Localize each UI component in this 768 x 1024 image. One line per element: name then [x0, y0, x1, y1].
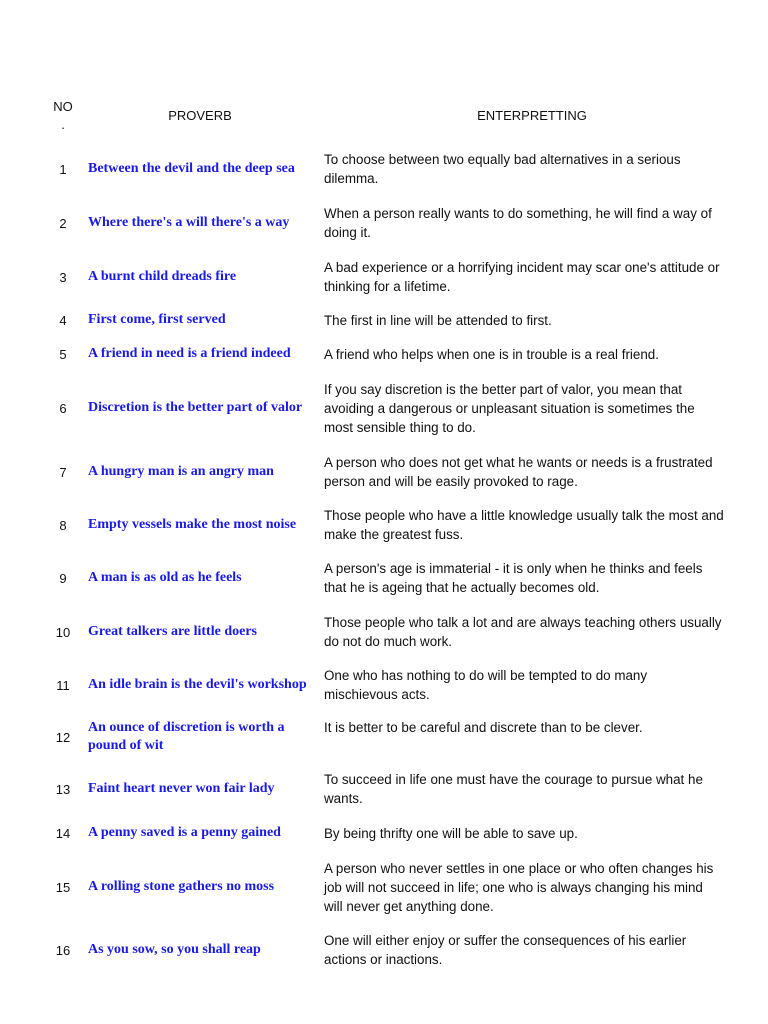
row-number: 2 [59, 215, 67, 231]
row-meaning: When a person really wants to do something, he will find a way of doing it. [324, 206, 712, 240]
row-proverb: An ounce of discretion is worth a pound of wit [88, 720, 285, 753]
row-number: 5 [59, 346, 67, 362]
row-proverb: Discretion is the better part of valor [88, 400, 303, 415]
table-row [0, 202, 768, 244]
row-proverb: A man is as old as he feels [88, 570, 242, 585]
table-row [0, 716, 768, 758]
table-row [0, 768, 768, 810]
row-proverb: Faint heart never won fair lady [88, 781, 275, 796]
row-number: 16 [55, 942, 71, 958]
row-number: 14 [55, 825, 71, 841]
row-meaning: By being thrifty one will be able to save up. [324, 825, 578, 841]
row-number: 10 [55, 624, 71, 640]
row-meaning: A person who never settles in one place or who often changes his job will not succeed in life; one who is always changing his mind will never get anything done. [324, 860, 714, 914]
row-number: 1 [59, 161, 67, 177]
row-number: 7 [59, 464, 67, 480]
row-proverb: A rolling stone gathers no moss [88, 879, 275, 894]
table-row [0, 929, 768, 971]
table-row [0, 148, 768, 190]
row-number: 6 [59, 400, 67, 416]
table-row [0, 504, 768, 546]
table-row [0, 256, 768, 298]
table-row [0, 344, 768, 364]
row-meaning: One will either enjoy or suffer the consequences of his earlier actions or inactions. [324, 933, 687, 967]
row-meaning: The first in line will be attended to first. [324, 312, 552, 328]
row-meaning: A person's age is immaterial - it is only when he thinks and feels that he is ageing that he actually becomes old. [324, 561, 703, 595]
row-proverb: Great talkers are little doers [88, 624, 257, 639]
table-row [0, 823, 768, 843]
row-proverb: Empty vessels make the most noise [88, 517, 297, 532]
row-meaning: One who has nothing to do will be tempted to do many mischievous acts. [324, 668, 648, 702]
row-number: 12 [55, 729, 71, 745]
row-proverb: A penny saved is a penny gained [88, 825, 281, 840]
row-meaning: Those people who have a little knowledge usually talk the most and make the greatest fuss. [324, 508, 724, 542]
header-meaning: ENTERPRETTING [477, 108, 587, 123]
row-proverb: A burnt child dreads fire [88, 269, 237, 284]
table-row [0, 310, 768, 330]
row-meaning: A bad experience or a horrifying incident may scar one's attitude or thinking for a lifetime. [324, 260, 720, 294]
row-meaning: To succeed in life one must have the courage to pursue what he wants. [324, 772, 703, 806]
row-proverb: Between the devil and the deep sea [88, 161, 295, 176]
table-row [0, 451, 768, 493]
row-proverb: An idle brain is the devil's workshop [88, 677, 307, 692]
table-header [0, 96, 768, 140]
row-number: 11 [56, 677, 70, 693]
table-row [0, 378, 768, 438]
table-row [0, 611, 768, 653]
row-meaning: Those people who talk a lot and are always teaching others usually do not do much work. [324, 615, 722, 649]
row-proverb: A hungry man is an angry man [88, 464, 274, 479]
table-row [0, 857, 768, 917]
row-meaning: To choose between two equally bad alternatives in a serious dilemma. [324, 152, 681, 186]
table-row [0, 557, 768, 599]
row-number: 13 [55, 781, 71, 797]
row-number: 8 [59, 517, 67, 533]
header-no-line1: NO [53, 99, 73, 114]
row-number: 3 [59, 269, 67, 285]
table-row [0, 664, 768, 706]
row-meaning: If you say discretion is the better part of valor, you mean that avoiding a dangerous or unpleasant situation is sometimes the most sensible thing to do. [324, 381, 695, 435]
row-meaning: It is better to be careful and discrete than to be clever. [324, 720, 643, 735]
header-no [44, 98, 82, 134]
row-number: 9 [59, 570, 67, 586]
row-proverb: A friend in need is a friend indeed [88, 346, 291, 361]
row-meaning: A person who does not get what he wants or needs is a frustrated person and will be easily provoked to rage. [324, 455, 713, 489]
row-proverb: Where there's a will there's a way [88, 215, 290, 230]
row-proverb: First come, first served [88, 312, 226, 327]
row-meaning: A friend who helps when one is in trouble is a real friend. [324, 346, 659, 362]
row-number: 15 [55, 879, 71, 895]
row-proverb: As you sow, so you shall reap [88, 942, 261, 957]
header-no-line2: . [61, 117, 65, 132]
row-number: 4 [59, 312, 67, 328]
header-proverb: PROVERB [168, 108, 232, 123]
